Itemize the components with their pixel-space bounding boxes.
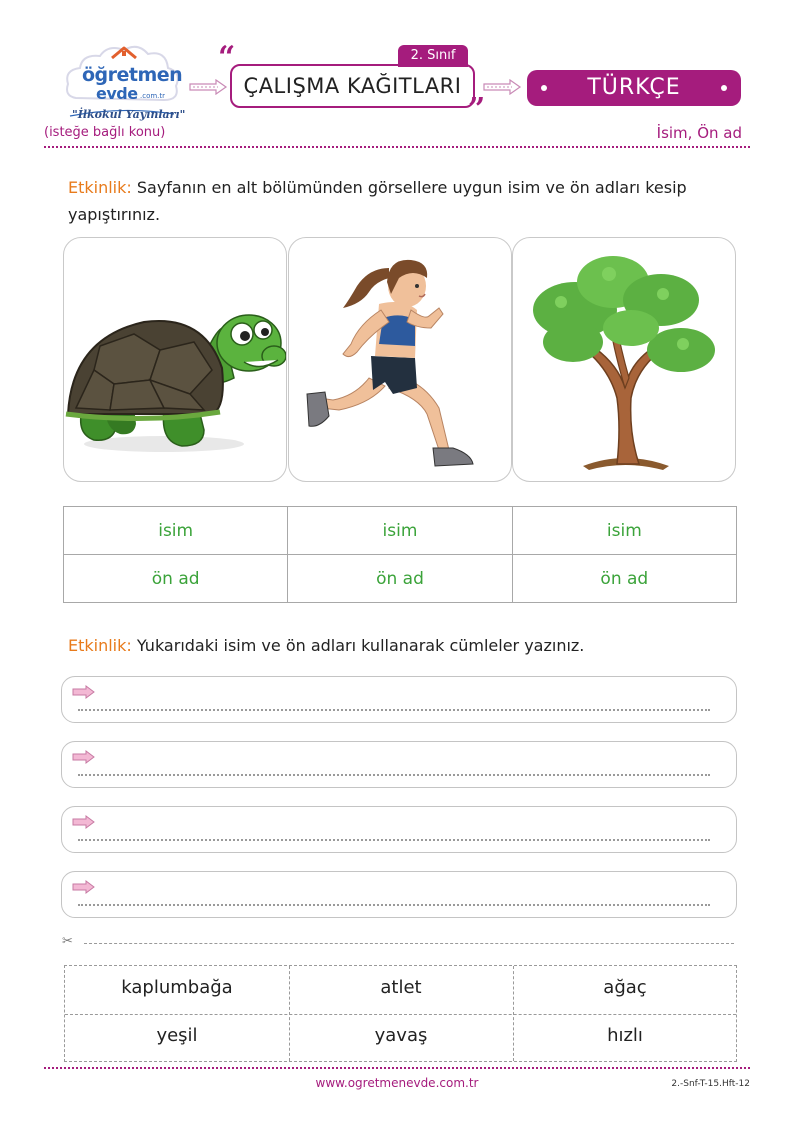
activity1-text: Sayfanın en alt bölümünden görsellere uygun isim ve ön adları kesip yapıştırınız. — [68, 178, 687, 224]
pointer-arrow-icon — [72, 880, 96, 894]
pointer-arrow-icon — [72, 750, 96, 764]
cutout-word[interactable]: atlet — [380, 977, 422, 998]
footer-url[interactable]: www.ogretmenevde.com.tr — [315, 1076, 479, 1090]
picture-card-tree — [512, 237, 736, 482]
logo-text-ogretmen: öğretmen — [82, 64, 183, 86]
cutout-word[interactable]: yeşil — [156, 1025, 198, 1046]
word-table — [63, 506, 737, 603]
activity2-label: Etkinlik: — [68, 636, 132, 655]
table-row — [64, 507, 737, 555]
cut-line — [84, 943, 734, 944]
table-cell-isim: isim — [288, 507, 512, 555]
writing-dotted-line — [78, 709, 710, 711]
writing-dotted-line — [78, 839, 710, 841]
activity2-instruction — [68, 632, 718, 659]
table-row — [64, 555, 737, 603]
table-cell-on-ad: ön ad — [64, 555, 288, 603]
bullet-icon — [721, 85, 727, 91]
table-cell-isim: isim — [64, 507, 288, 555]
pointer-arrow-icon — [72, 815, 96, 829]
footer-code: 2.-Snf-T-15.Hft-12 — [671, 1079, 750, 1089]
page-title: ÇALIŞMA KAĞITLARI — [243, 74, 462, 98]
pointer-arrow-icon — [72, 685, 96, 699]
cut-divider — [65, 1014, 736, 1015]
subject-label: TÜRKÇE — [587, 75, 681, 100]
logo — [62, 40, 184, 122]
picture-card-runner — [288, 237, 512, 482]
activity1-label: Etkinlik: — [68, 178, 132, 197]
quote-open-icon: “ — [218, 40, 236, 75]
table-cell-on-ad: ön ad — [288, 555, 512, 603]
table-cell-on-ad: ön ad — [512, 555, 736, 603]
writing-dotted-line — [78, 904, 710, 906]
arrow-right-icon — [482, 79, 522, 95]
turtle-illustration — [64, 238, 287, 482]
table-cell-isim: isim — [512, 507, 736, 555]
grade-tab: 2. Sınıf — [398, 45, 468, 67]
logo-domain: .com.tr — [140, 92, 166, 100]
tree-illustration — [513, 238, 736, 482]
cutout-word[interactable]: hızlı — [607, 1025, 643, 1046]
logo-tagline: "İlkokul Yayınları" — [72, 108, 186, 121]
writing-line[interactable] — [61, 676, 737, 723]
writing-line[interactable] — [61, 871, 737, 918]
title-box — [230, 64, 475, 108]
writing-line[interactable] — [61, 806, 737, 853]
activity1-instruction — [68, 174, 718, 228]
optional-topic: (isteğe bağlı konu) — [44, 125, 166, 140]
picture-card-turtle — [63, 237, 287, 482]
logo-text-evde: evde — [96, 84, 138, 103]
topic-label: İsim, Ön ad — [656, 124, 742, 142]
activity2-text: Yukarıdaki isim ve ön adları kullanarak cümleler yazınız. — [131, 636, 585, 655]
footer-divider — [44, 1067, 750, 1069]
header-divider — [44, 146, 750, 148]
writing-line[interactable] — [61, 741, 737, 788]
cutout-word[interactable]: ağaç — [603, 977, 647, 998]
cutout-word[interactable]: yavaş — [374, 1025, 428, 1046]
subject-pill — [527, 70, 741, 106]
arrow-right-icon — [188, 79, 228, 95]
cutout-grid — [64, 965, 737, 1062]
quote-close-icon: ” — [468, 92, 486, 127]
running-girl-illustration — [289, 238, 512, 482]
writing-dotted-line — [78, 774, 710, 776]
scissors-icon: ✂ — [62, 934, 73, 949]
cutout-word[interactable]: kaplumbağa — [121, 977, 233, 998]
